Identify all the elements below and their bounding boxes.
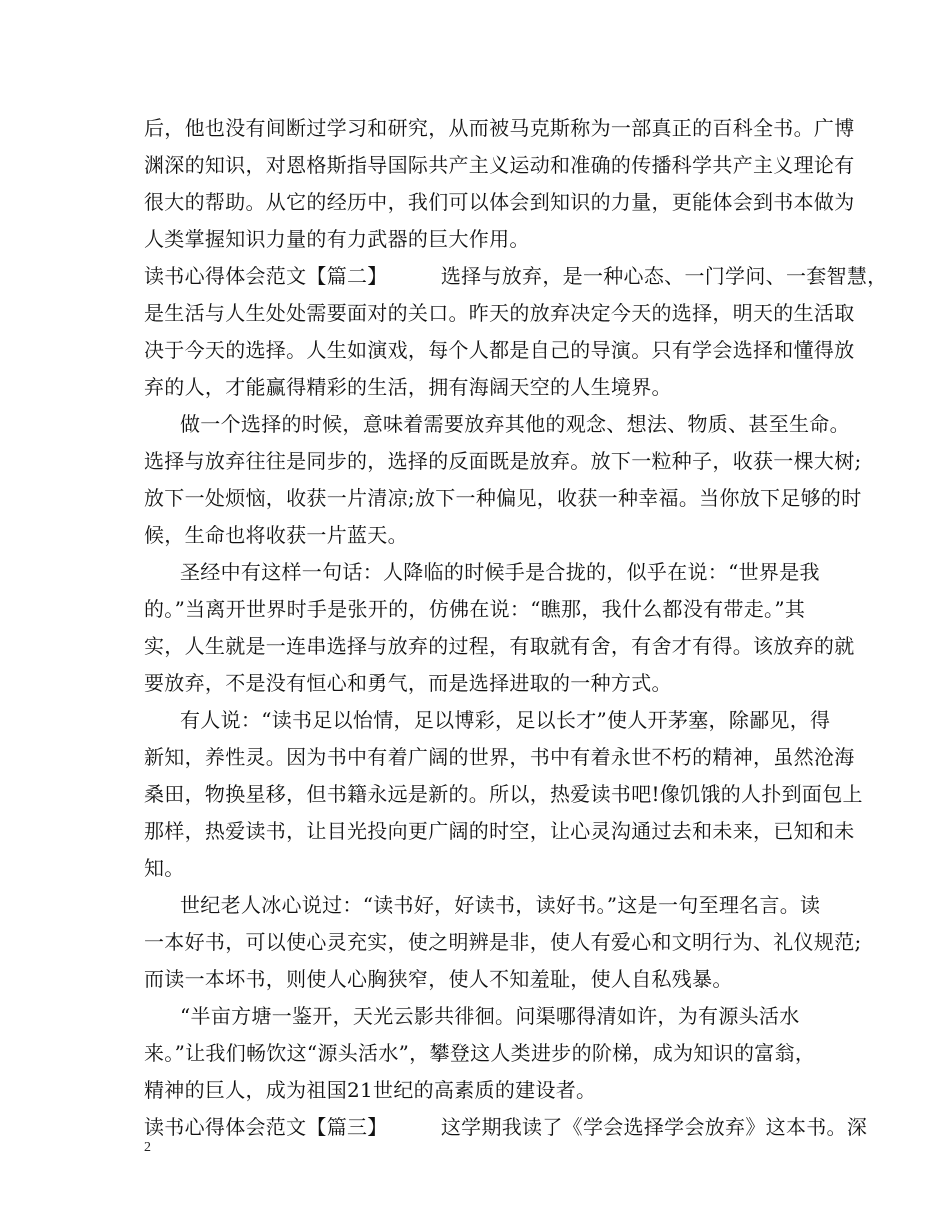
page-number: 2 [144, 1140, 151, 1155]
text-line: 人类掌握知识力量的有力武器的巨大作用。 [144, 227, 530, 251]
text-line: 实，人生就是一连串选择与放弃的过程，有取就有舍，有舍才有得。该放弃的就 [144, 634, 855, 658]
text-line: 候，生命也将收获一片蓝天。 [144, 523, 408, 547]
text-line: 很大的帮助。从它的经历中，我们可以体会到知识的力量，更能体会到书本做为 [144, 190, 855, 214]
paragraph-first-line: 做一个选择的时候，意味着需要放弃其他的观念、想法、物质、甚至生命。 [180, 412, 850, 436]
paragraph-first-line: 世纪老人冰心说过：“读书好，好读书，读好书。”这是一句至理名言。读 [180, 893, 821, 917]
text-line: 要放弃，不是没有恒心和勇气，而是选择进取的一种方式。 [144, 671, 672, 695]
text-line: 那样，热爱读书，让目光投向更广阔的时空，让心灵沟通过去和未来，已知和未 [144, 819, 855, 843]
text-line: 而读一本坏书，则使人心胸狭窄，使人不知羞耻，使人自私残暴。 [144, 967, 733, 991]
section-heading-line: 读书心得体会范文【篇二】 选择与放弃，是一种心态、一门学问、一套智慧， [144, 264, 888, 288]
section-heading-line: 读书心得体会范文【篇三】 这学期我读了《学会选择学会放弃》这本书。深 [144, 1115, 868, 1139]
paragraph-first-line: “半亩方塘一鉴开，天光云影共徘徊。问渠哪得清如许，为有源头活水 [180, 1004, 800, 1028]
text-line: 精神的巨人，成为祖国21世纪的高素质的建设者。 [144, 1078, 597, 1102]
text-line: 弃的人，才能赢得精彩的生活，拥有海阔天空的人生境界。 [144, 375, 672, 399]
text-line: 渊深的知识，对恩格斯指导国际共产主义运动和准确的传播科学共产主义理论有 [144, 153, 855, 177]
text-line: 是生活与人生处处需要面对的关口。昨天的放弃决定今天的选择，明天的生活取 [144, 301, 855, 325]
paragraph-first-line: 圣经中有这样一句话：人降临的时候手是合拢的，似乎在说：“世界是我 [180, 560, 820, 584]
paragraph-first-line: 有人说：“读书足以怡情，足以博彩，足以长才”使人开茅塞，除鄙见，得 [180, 708, 831, 732]
text-line: 的。”当离开世界时手是张开的，仿佛在说：“瞧那，我什么都没有带走。”其 [144, 597, 806, 621]
text-line: 放下一处烦恼，收获一片清凉;放下一种偏见，收获一种幸福。当你放下足够的时 [144, 486, 862, 510]
text-line: 一本好书，可以使心灵充实，使之明辨是非，使人有爱心和文明行为、礼仪规范; [144, 930, 862, 954]
text-line: 选择与放弃往往是同步的，选择的反面既是放弃。放下一粒种子，收获一棵大树; [144, 449, 862, 473]
document-body [144, 110, 888, 1146]
text-line: 后，他也没有间断过学习和研究，从而被马克斯称为一部真正的百科全书。广博 [144, 116, 855, 140]
text-line: 来。”让我们畅饮这“源头活水”，攀登这人类进步的阶梯，成为知识的富翁， [144, 1041, 816, 1065]
text-line: 知。 [144, 856, 185, 880]
text-line: 桑田，物换星移，但书籍永远是新的。所以，热爱读书吧!像饥饿的人扑到面包上 [144, 782, 863, 806]
text-line: 决于今天的选择。人生如演戏，每个人都是自己的导演。只有学会选择和懂得放 [144, 338, 855, 362]
text-line: 新知，养性灵。因为书中有着广阔的世界，书中有着永世不朽的精神，虽然沧海 [144, 745, 855, 769]
